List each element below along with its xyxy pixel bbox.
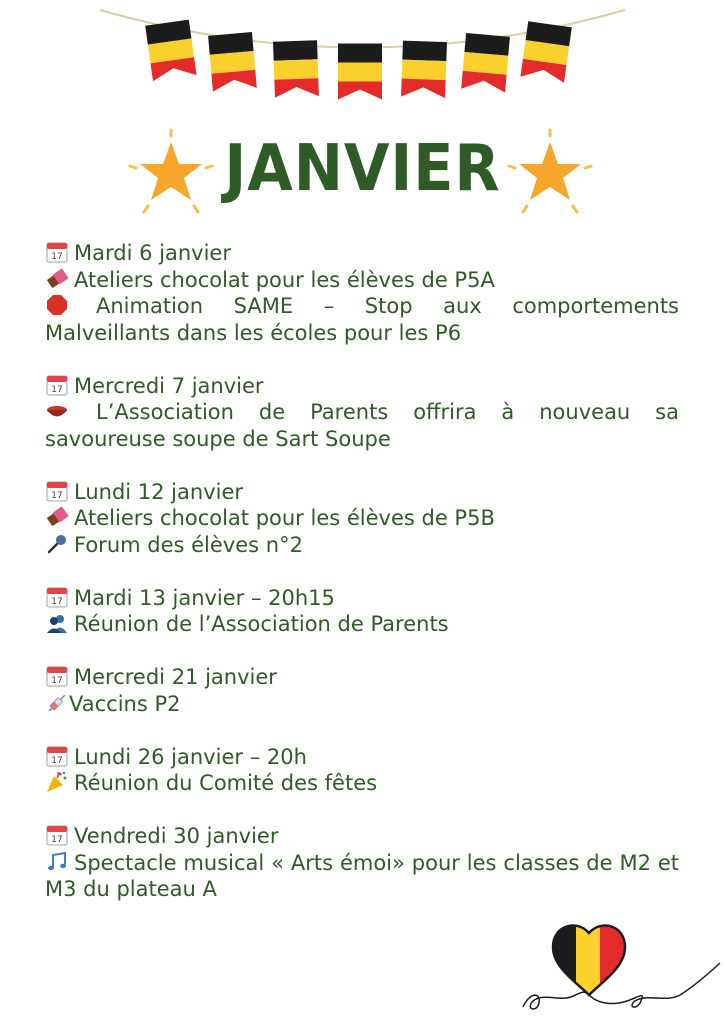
flag-pennant [338,43,382,99]
event-date: 17 Lundi 12 janvier [45,479,679,506]
flag-pennant [401,41,447,99]
agenda-list [45,240,679,929]
star-icon [505,128,595,218]
event-item: Animation SAME – Stop aux comportements Malveillants dans les écoles pour les P6 [45,294,679,345]
event-block [45,664,679,717]
flag-pennant [273,40,319,98]
event-date: 17 Mercredi 21 janvier [45,664,679,691]
calendar-icon [45,585,69,609]
belgian-heart-icon [515,915,725,1020]
svg-text:17: 17 [51,384,63,395]
calendar-icon [45,479,69,503]
calendar-icon [45,664,69,688]
soup-bowl-icon [45,399,69,423]
music-notes-icon [45,850,69,874]
syringe-icon [45,691,69,715]
people-icon [45,611,69,635]
event-block [45,240,679,346]
event-block [45,823,679,903]
event-block [45,373,679,453]
flag-pennant [145,20,196,82]
calendar-icon [45,240,69,264]
flag-pennant [208,32,257,92]
event-item: L’Association de Parents offrira à nouveau sa savoureuse soupe de Sart Soupe [45,400,679,451]
event-date: 17 Lundi 26 janvier – 20h [45,744,679,771]
event-item: Ateliers chocolat pour les élèves de P5B [45,505,679,532]
svg-text:17: 17 [51,676,63,686]
calendar-icon [45,744,69,768]
svg-text:17: 17 [51,596,63,607]
party-popper-icon [45,770,69,794]
microphone-icon [45,532,69,556]
event-item: Forum des élèves n°2 [45,532,679,559]
event-item: Réunion du Comité des fêtes [45,770,679,797]
chocolate-icon [45,505,69,529]
event-item: Ateliers chocolat pour les élèves de P5A [45,267,679,294]
svg-text:17: 17 [51,835,63,845]
event-item: Réunion de l’Association de Parents [45,611,679,638]
chocolate-icon [45,267,69,291]
event-block [45,479,679,559]
event-date: 17 Vendredi 30 janvier [45,823,679,850]
calendar-icon [45,823,69,847]
belgian-flag-bunting [95,0,630,125]
event-date: 17 Mercredi 7 janvier [45,373,679,400]
flag-pennant [520,21,571,83]
event-item: Spectacle musical « Arts émoi» pour les classes de M2 et M3 du plateau A [45,850,679,901]
event-date: 17 Mardi 13 janvier – 20h15 [45,585,679,612]
svg-text:17: 17 [51,490,63,501]
svg-text:17: 17 [51,252,63,262]
flag-pennant [461,33,510,93]
title-row [0,122,725,222]
event-block [45,744,679,797]
event-block [45,585,679,638]
stop-sign-icon [45,293,69,317]
event-date: 17 Mardi 6 janvier [45,240,679,267]
calendar-icon [45,373,69,397]
event-item: Vaccins P2 [45,691,679,718]
svg-text:17: 17 [51,755,63,766]
page-title: JANVIER [224,132,501,206]
